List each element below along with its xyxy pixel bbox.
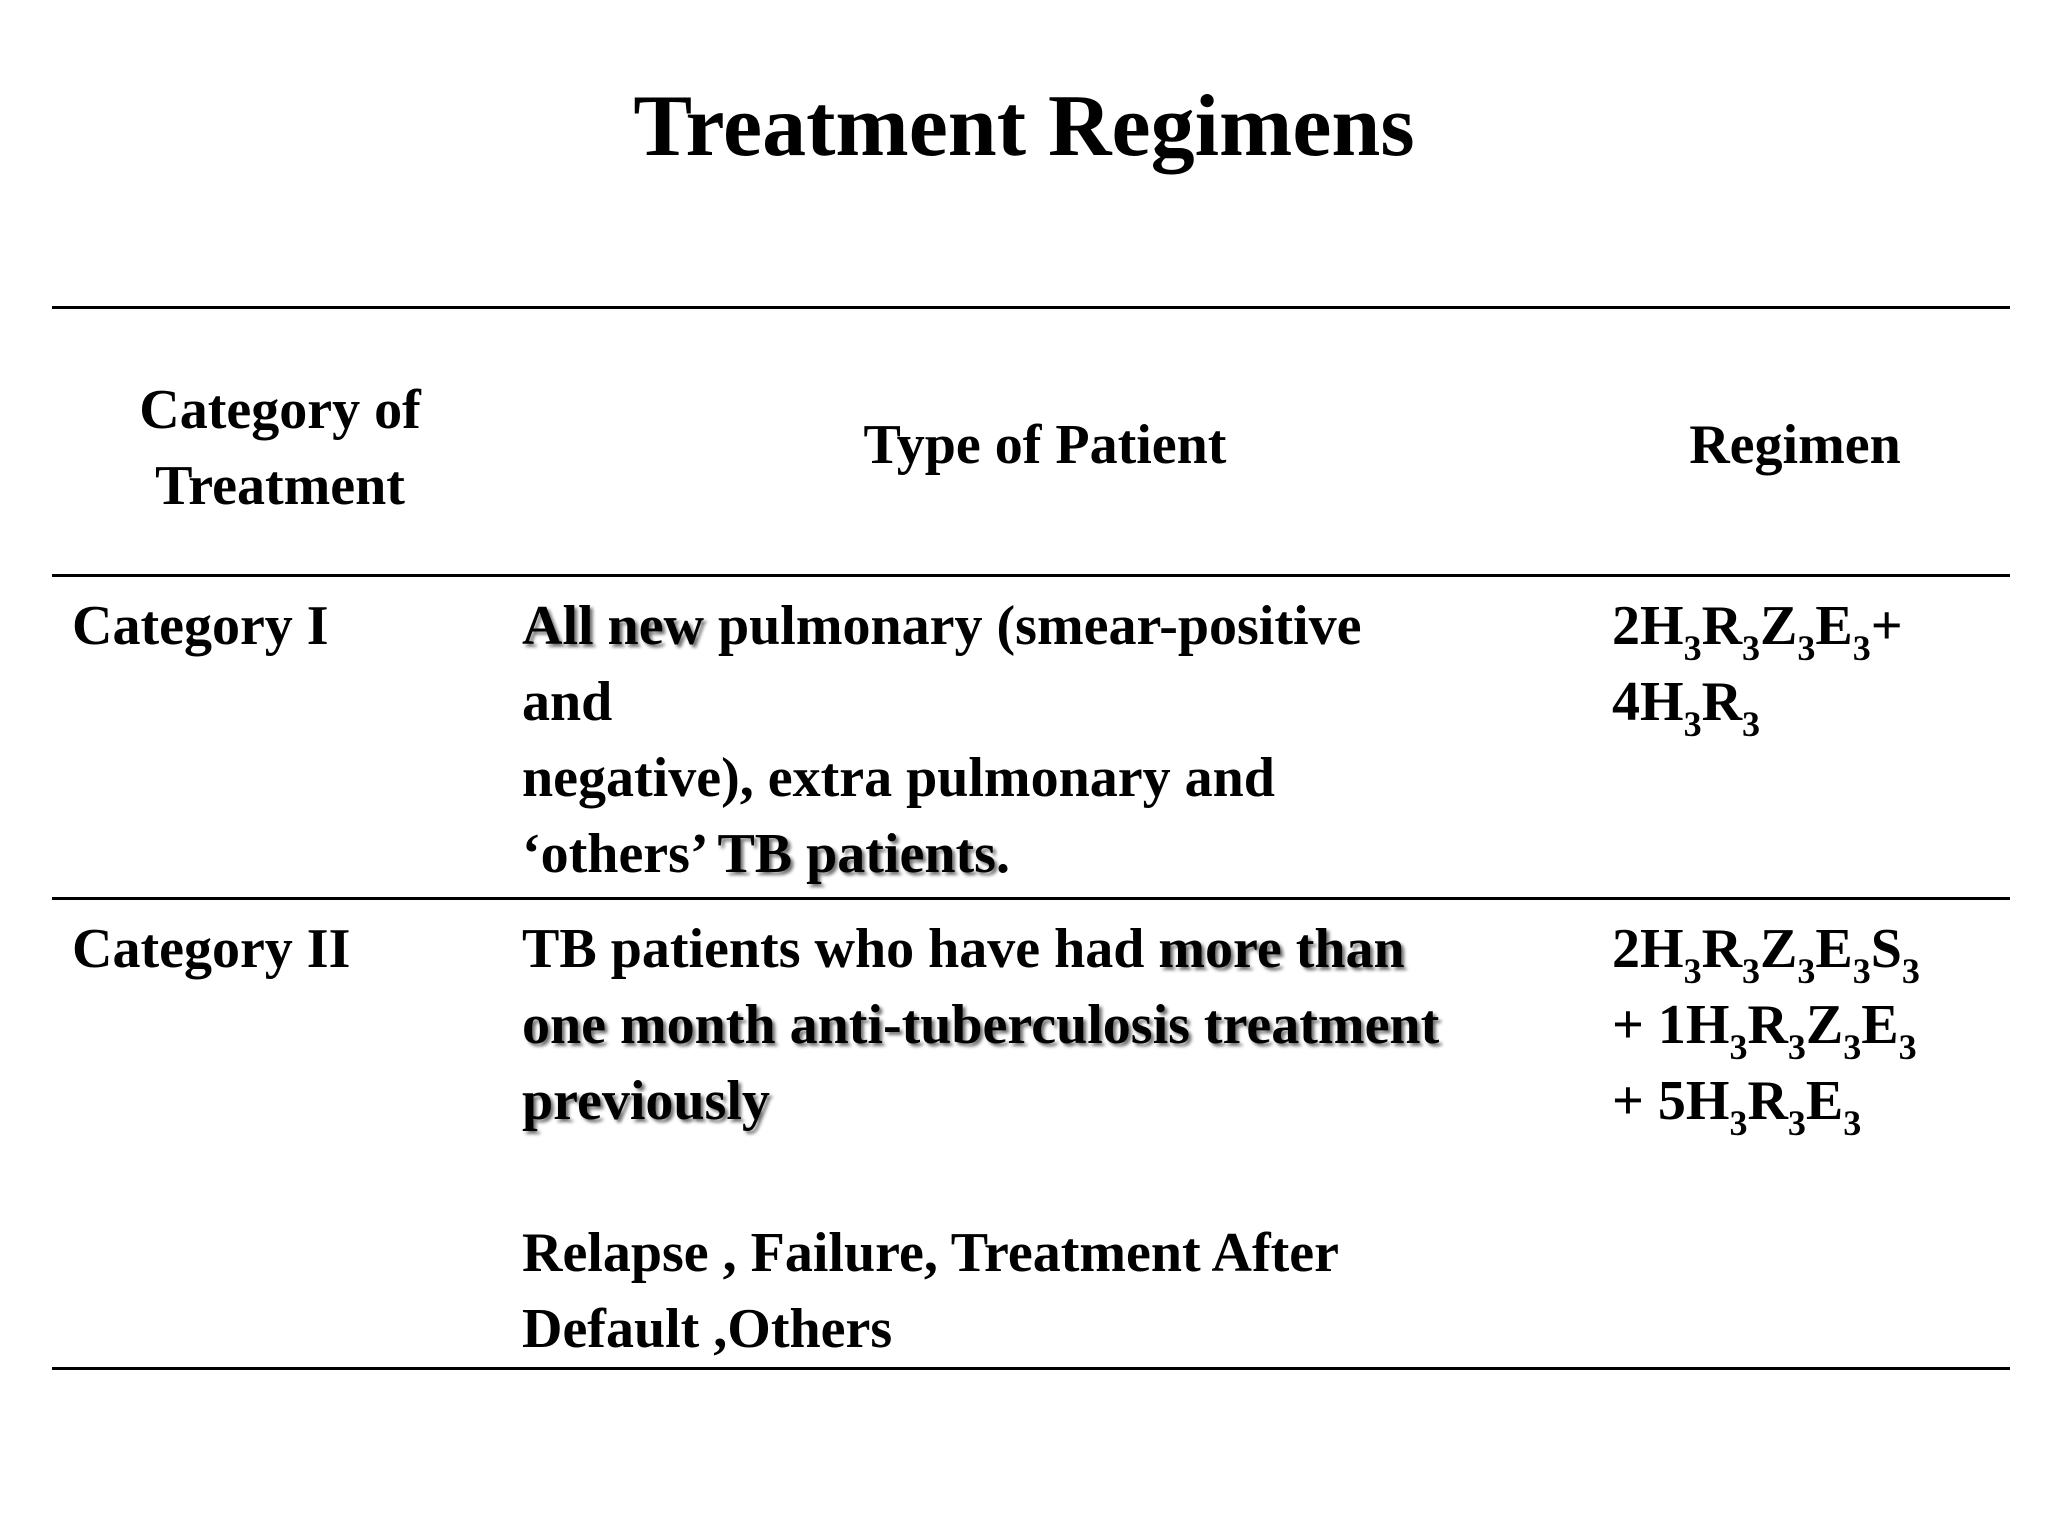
table-top-rule [52, 306, 2010, 309]
regimen-drug: E [1815, 595, 1853, 657]
row2-type [522, 911, 1439, 1367]
regimen-drug: R [1701, 595, 1743, 657]
row1-regimen [1612, 588, 1903, 744]
table-bottom-rule [52, 1367, 2010, 1370]
regimen-subscript: 3 [1797, 628, 1816, 668]
row2-type-line6: Default ,Others [522, 1298, 893, 1360]
row2-type-line2: one month anti-tuberculosis treatment [522, 994, 1440, 1056]
header-regimen: Regimen [1689, 414, 1901, 476]
regimen-line [1612, 911, 1920, 991]
header-category-line2: Treatment [155, 455, 405, 517]
regimen-subscript: 3 [1797, 951, 1816, 991]
row2-regimen [1612, 911, 1920, 1143]
regimen-subscript: 3 [1742, 704, 1761, 744]
header-category [80, 372, 480, 524]
row1-category: Category I [72, 595, 329, 657]
row2-category: Category II [72, 918, 351, 980]
regimen-subscript: 3 [1729, 1103, 1748, 1143]
regimen-subscript: 3 [1901, 951, 1920, 991]
regimen-subscript: 3 [1852, 628, 1871, 668]
regimen-drug: Z [1760, 595, 1798, 657]
regimen-drug: 4H [1612, 671, 1684, 733]
regimen-drug: E [1805, 1070, 1844, 1132]
header-bottom-rule [52, 574, 2010, 577]
row1-type-line2: and [522, 671, 613, 733]
regimen-subscript: 3 [1852, 951, 1871, 991]
row1-type-line3: negative), extra pulmonary and [522, 747, 1275, 809]
regimen-drug: Z [1805, 994, 1844, 1056]
regimen-subscript: 3 [1898, 1027, 1917, 1067]
regimen-subscript: 3 [1742, 628, 1761, 668]
header-type: Type of Patient [863, 414, 1227, 476]
regimen-drug: Z [1760, 918, 1798, 980]
header-category-line1: Category of [139, 379, 421, 441]
regimen-drug: R [1701, 918, 1743, 980]
row1-type-line1: All new pulmonary (smear-positive [522, 595, 1362, 657]
regimen-subscript: 3 [1843, 1027, 1862, 1067]
regimen-drug: R [1747, 994, 1788, 1056]
regimen-drug: R [1701, 671, 1743, 733]
regimen-subscript: 3 [1787, 1103, 1806, 1143]
regimen-subscript: 3 [1787, 1027, 1806, 1067]
row1-highlight-tb-patients: TB patients [717, 823, 996, 885]
regimen-drug: E [1861, 994, 1899, 1056]
row2-highlight-more-than: more than [1158, 918, 1405, 980]
regimen-subscript: 3 [1843, 1103, 1862, 1143]
regimen-drug: 2H [1612, 595, 1684, 657]
regimen-line [1612, 987, 1920, 1067]
row1-type-line4: ‘others’ TB patients. [522, 823, 1010, 885]
regimen-line [1612, 1063, 1920, 1143]
regimen-drug: R [1747, 1070, 1788, 1132]
regimen-subscript: 3 [1683, 951, 1702, 991]
slide-title: Treatment Regimens [633, 78, 1415, 175]
regimen-drug: + [1870, 595, 1903, 657]
regimen-subscript: 3 [1683, 704, 1702, 744]
regimen-subscript: 3 [1742, 951, 1761, 991]
regimen-drug: E [1815, 918, 1853, 980]
row2-type-line5: Relapse , Failure, Treatment After [522, 1222, 1340, 1284]
regimen-line [1612, 664, 1903, 744]
regimen-subscript: 3 [1683, 628, 1702, 668]
row1-highlight-all-new: All new [522, 595, 704, 657]
regimen-drug: S [1870, 918, 1902, 980]
regimen-subscript: 3 [1729, 1027, 1748, 1067]
regimen-drug: 2H [1612, 918, 1684, 980]
row2-type-line1: TB patients who have had more than [522, 918, 1405, 980]
row1-bottom-rule [52, 897, 2010, 900]
row1-type [522, 588, 1361, 892]
regimen-line [1612, 588, 1903, 668]
row2-type-blank-line [522, 1139, 1439, 1215]
row2-type-line3: previously [522, 1070, 770, 1132]
regimen-drug: + 1H [1612, 994, 1730, 1056]
regimen-drug: + 5H [1612, 1070, 1730, 1132]
